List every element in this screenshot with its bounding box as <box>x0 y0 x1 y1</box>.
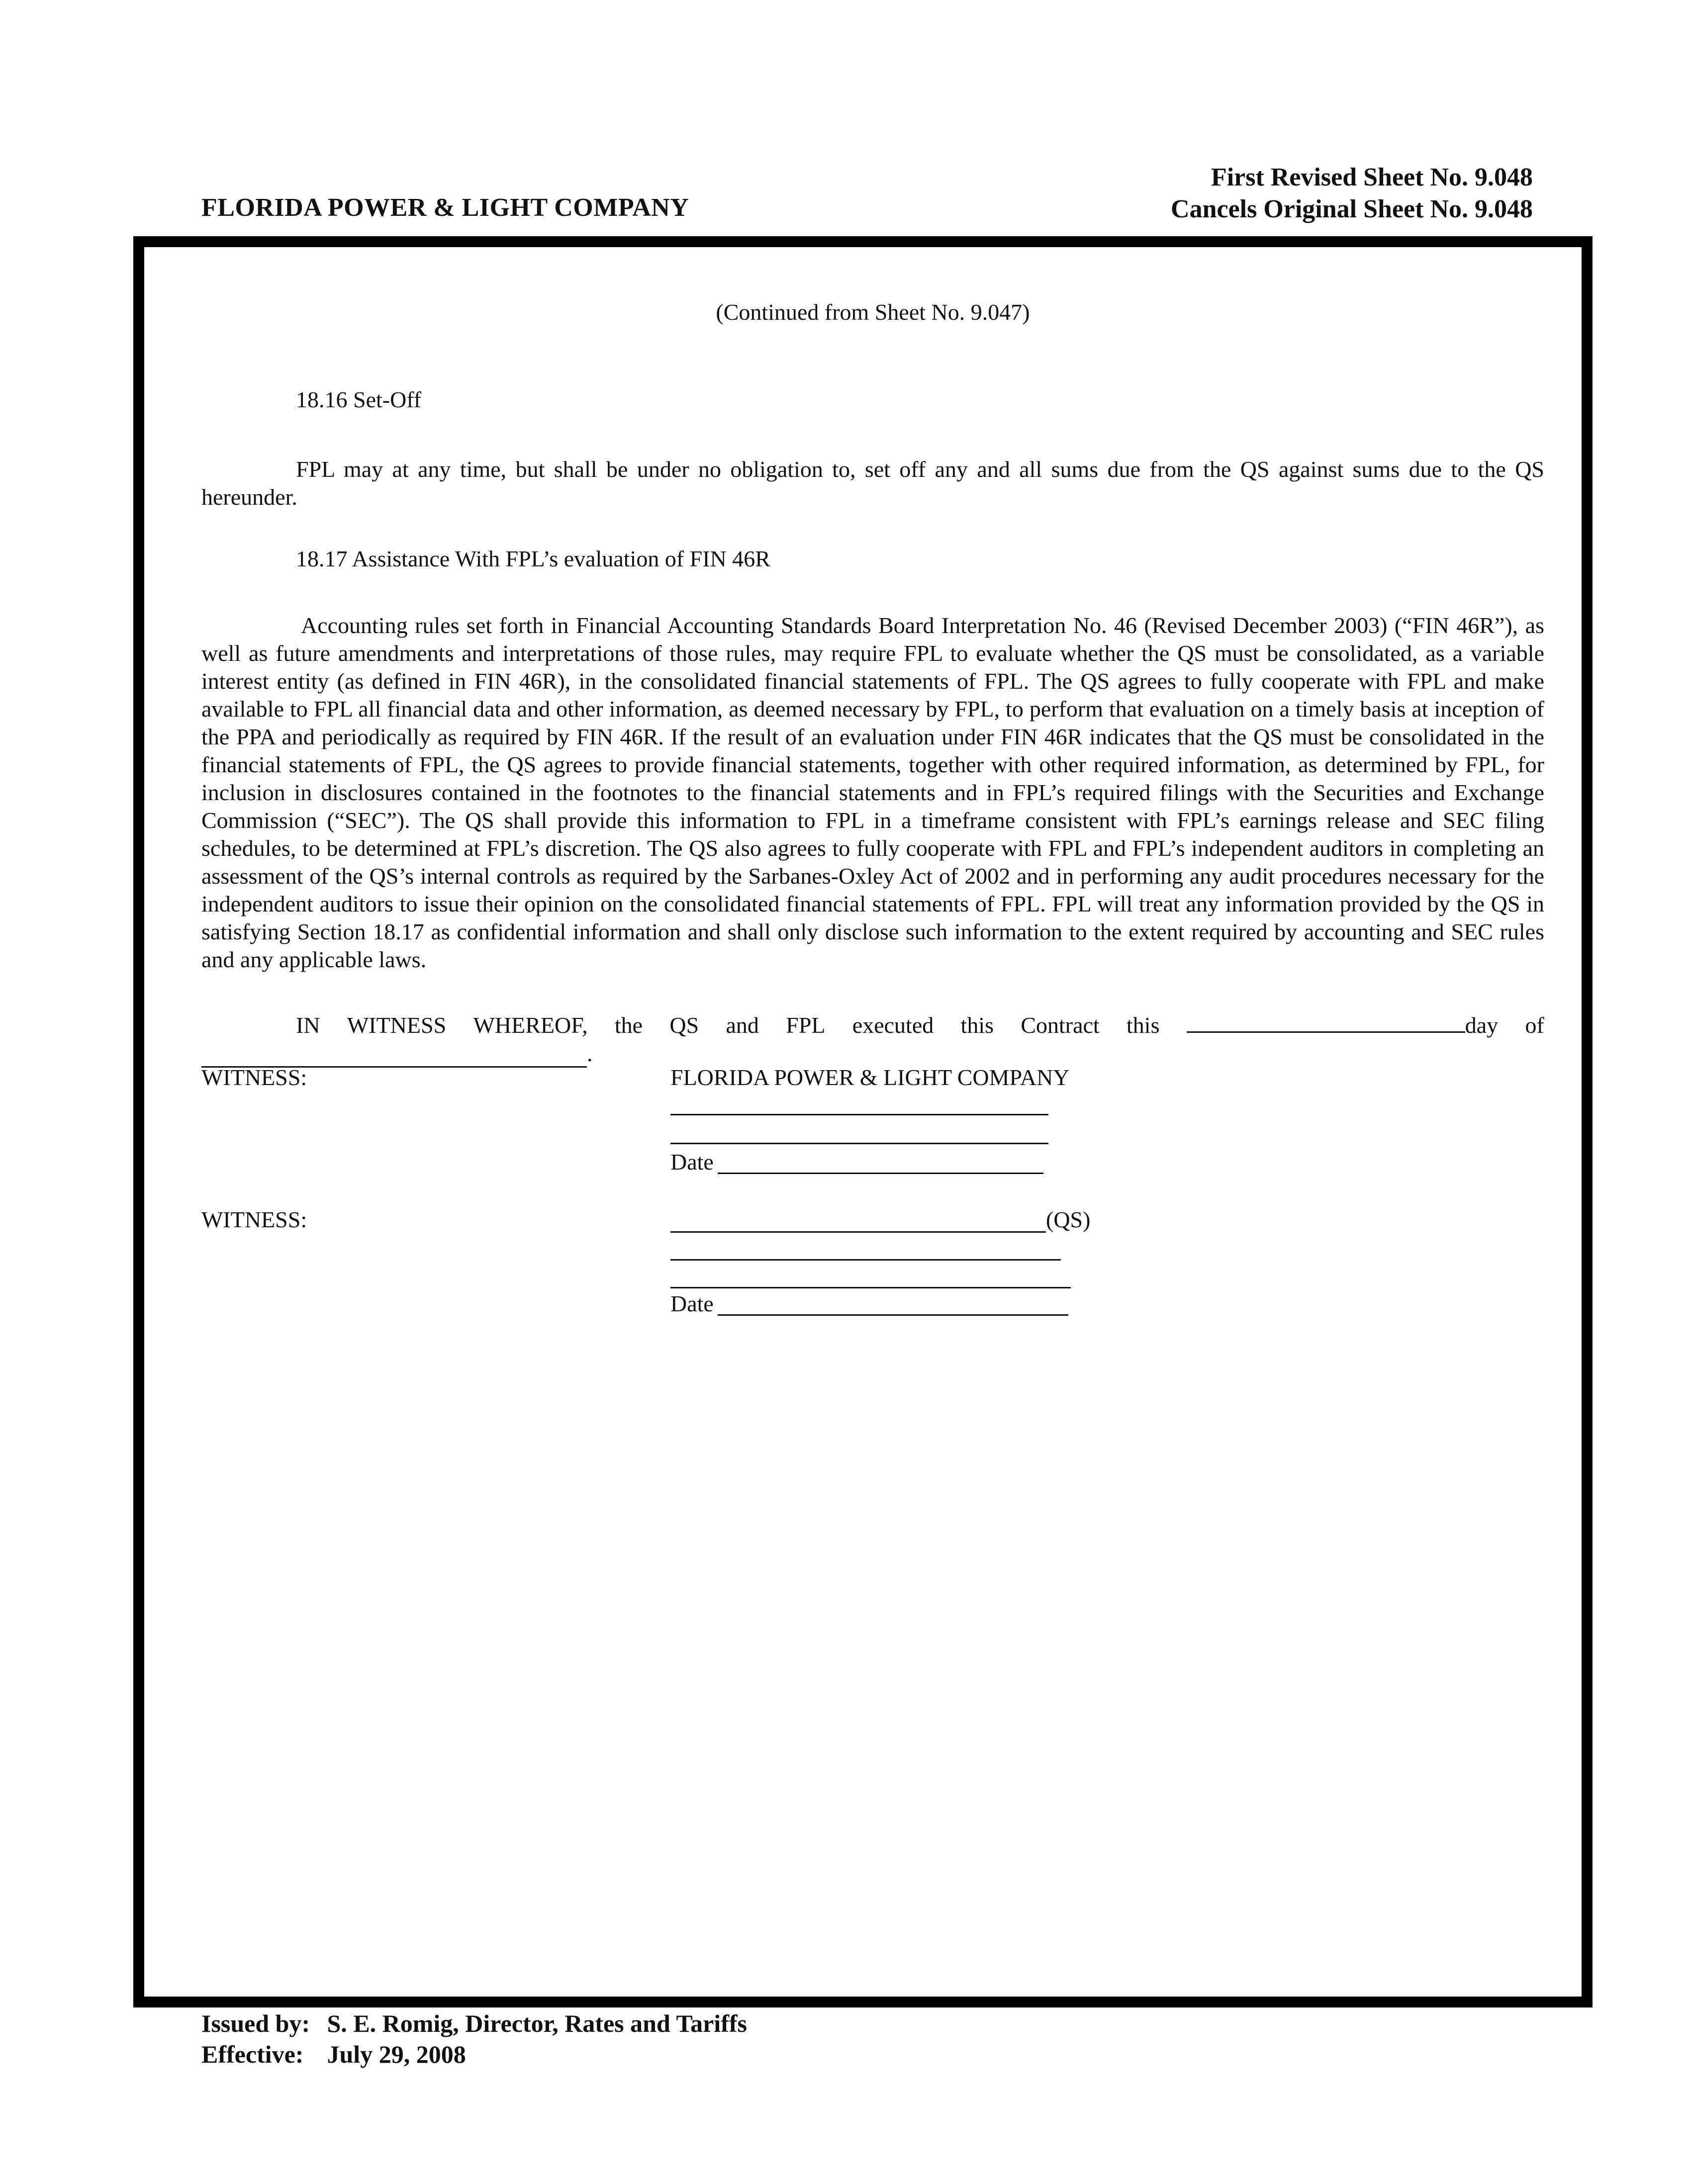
witness-word: Contract <box>1021 1012 1100 1038</box>
witness-label-2: WITNESS: <box>201 1207 307 1232</box>
qs-title-line[interactable] <box>670 1287 1071 1288</box>
company-header: FLORIDA POWER & LIGHT COMPANY <box>201 193 689 222</box>
qs-label: (QS) <box>1046 1207 1091 1232</box>
witness-word: the <box>614 1012 643 1038</box>
period-mark: . <box>587 1041 593 1066</box>
of-word: of <box>1525 1012 1544 1038</box>
fpl-company-signature-label: FLORIDA POWER & LIGHT COMPANY <box>670 1065 1070 1090</box>
sheet-number-block <box>1171 162 1533 225</box>
fpl-signature-line[interactable] <box>670 1114 1048 1115</box>
day-word: day <box>1465 1012 1499 1038</box>
month-year-line <box>201 1039 1544 1068</box>
continued-note: (Continued from Sheet No. 9.047) <box>716 299 1030 325</box>
witness-word: and <box>726 1012 759 1038</box>
date-line-1[interactable] <box>718 1173 1043 1174</box>
revised-sheet-number: First Revised Sheet No. 9.048 <box>1211 163 1533 191</box>
section-18-16-text: FPL may at any time, but shall be under no obligation to, set off any and all sums due from the QS against sums due to the QS hereunder. <box>201 456 1544 510</box>
witness-whereof-line <box>201 1008 1544 1039</box>
section-18-17-heading: 18.17 Assistance With FPL’s evaluation of FIN 46R <box>296 546 770 571</box>
issued-by-value: S. E. Romig, Director, Rates and Tariffs <box>327 2009 747 2037</box>
section-18-17-text: Accounting rules set forth in Financial Accounting Standards Board Interpretation No. 46 (Revised December 2003) (“FIN 46R”), as well as future amendments and interpretations of those rules, may require FPL to evaluate whether the QS must be consolidated, as a variable interest entity (as defined in FIN 46R), in the consolidated financial statements of FPL. The QS agrees to fully cooperate with FPL and make available to FPL all financial data and other information, as deemed necessary by FPL, to perform that evaluation on a timely basis at inception of the PPA and periodically as required by FIN 46R. If the result of an evaluation under FIN 46R indicates that the QS must be consolidated in the financial statements of FPL, the QS agrees to provide financial statements, together with other required information, as determined by FPL, for inclusion in disclosures contained in the footnotes to the financial statements and in FPL’s required filings with the Securities and Exchange Commission (“SEC”). The QS shall provide this information to FPL in a timeframe consistent with FPL’s earnings release and SEC filing schedules, to be determined at FPL’s discretion. The QS also agrees to fully cooperate with FPL and FPL’s independent auditors in completing an assessment of the QS’s internal controls as required by the Sarbanes-Oxley Act of 2002 and in performing any audit procedures necessary for the independent auditors to issue their opinion on the consolidated financial statements of FPL. FPL will treat any information provided by the QS in satisfying Section 18.17 as confidential information and shall only disclose such information to the extent required by accounting and SEC rules and any applicable laws. <box>201 613 1544 972</box>
date-label-2: Date <box>670 1291 714 1316</box>
day-blank-line[interactable] <box>1187 1008 1465 1033</box>
qs-name-line[interactable] <box>670 1259 1061 1261</box>
effective-label: Effective: <box>201 2040 304 2068</box>
witness-label-1: WITNESS: <box>201 1065 307 1090</box>
witness-word: executed <box>852 1012 934 1038</box>
witness-word: this <box>960 1012 994 1038</box>
fpl-title-line[interactable] <box>670 1143 1048 1144</box>
witness-word: this <box>1126 1012 1160 1038</box>
witness-word: QS <box>669 1012 699 1038</box>
witness-word: WHEREOF, <box>473 1012 588 1038</box>
footer-block <box>201 2008 747 2070</box>
effective-row <box>201 2039 747 2070</box>
witness-word: IN <box>296 1012 320 1038</box>
section-18-16-heading: 18.16 Set-Off <box>296 387 422 412</box>
cancels-sheet-number: Cancels Original Sheet No. 9.048 <box>1171 195 1533 223</box>
witness-word: WITNESS <box>347 1012 447 1038</box>
issued-by-row <box>201 2008 747 2039</box>
issued-by-label: Issued by: <box>201 2009 310 2037</box>
document-body <box>201 298 1544 1068</box>
witness-word: FPL <box>786 1012 826 1038</box>
qs-signature-line[interactable] <box>670 1231 1046 1233</box>
date-label-1: Date <box>670 1149 714 1175</box>
date-line-2[interactable] <box>718 1314 1068 1316</box>
effective-value: July 29, 2008 <box>327 2040 466 2068</box>
